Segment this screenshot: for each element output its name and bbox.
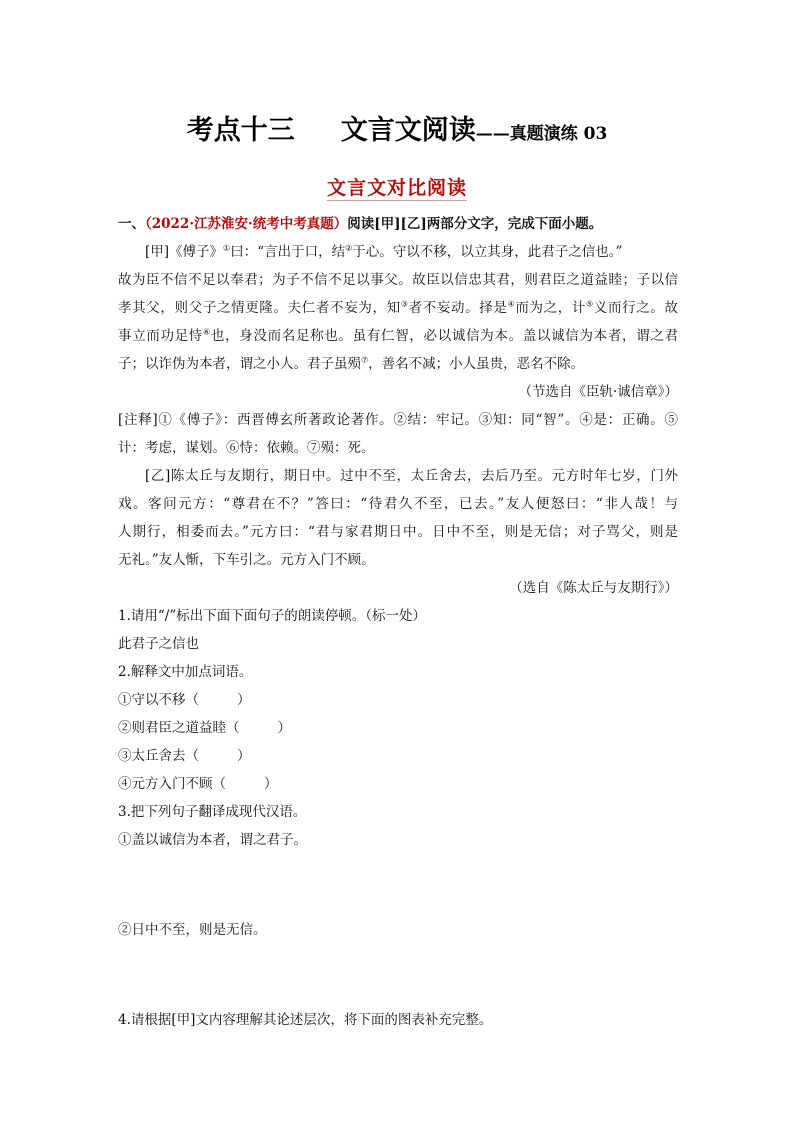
question-prefix: 一、	[118, 216, 145, 232]
notes-line-2: 计：考虑，谋划。⑥恃：依赖。⑦殒：死。	[118, 440, 375, 456]
passage-b-source: （选自《陈太丘与友期行》）	[509, 580, 678, 596]
passage-a-line-3: 孝其父，则父子之情更隆。夫仁者不妄为，知③者不妄动。择是④而为之，计⑤义而行之。故	[118, 299, 678, 316]
title-topic: 文言文阅读	[340, 115, 476, 146]
question-3-item-1: ①盖以诚信为本者，谓之君子。	[118, 832, 307, 848]
question-2-item-1: ①守以不移（ ）	[118, 692, 251, 708]
question-2-item-2: ②则君臣之道益睦（ ）	[118, 720, 291, 736]
passage-b-line-1: [乙]陈太丘与友期行，期日中。过中不至，太丘舍去，去后乃至。元方时年七岁，门外	[145, 468, 678, 484]
title-main: 考点十三	[186, 115, 295, 146]
note-marker-7: ⑦	[361, 355, 369, 365]
passage-b-line-3: 人期行，相委而去。”元方曰：“君与家君期日中。日中不至，则是无信；对子骂父，则是	[118, 524, 678, 540]
passage-a-line-5: 子；以诈伪为本者，谓之小人。君子虽殒⑦，善名不减；小人虽贵，恶名不除。	[118, 355, 585, 372]
passage-a-source: （节选自《臣轨·诚信章》）	[518, 384, 678, 400]
question-3-label: 3.把下列句子翻译成现代汉语。	[118, 804, 307, 820]
question-instruction: 阅读[甲][乙]两部分文字，完成下面小题。	[347, 216, 603, 232]
note-marker-2: ②	[345, 243, 353, 253]
question-3-item-2: ②日中不至，则是无信。	[118, 922, 267, 938]
note-marker-4: ④	[507, 299, 516, 309]
section-label: 文言文对比阅读	[326, 177, 467, 199]
notes-line-1: [注释]①《傅子》：西晋傅玄所著政论著作。②结：牢记。③知：同“智”。④是：正确。⑤	[118, 412, 678, 428]
passage-a-line-2: 故为臣不信不足以奉君；为子不信不足以事父。故臣以信忠其君，则君臣之道益睦；子以信	[118, 272, 678, 288]
page-title	[0, 108, 794, 147]
answer-space-3-2[interactable]	[118, 944, 678, 1006]
question-source: （2022·江苏淮安·统考中考真题）	[145, 216, 348, 232]
passage-a-line-1: [甲]《傅子》①曰：“言出于口，结②于心。守以不移，以立其身，此君子之信也。”	[145, 243, 623, 260]
note-marker-1: ①	[223, 243, 231, 253]
note-marker-5: ⑤	[586, 299, 594, 309]
question-1-label: 1.请用“/”标出下面下面句子的朗读停顿。（标一处）	[118, 608, 426, 624]
title-sub: ——真题演练 03	[475, 124, 608, 144]
question-2-label: 2.解释文中加点词语。	[118, 664, 253, 680]
note-marker-6: ⑥	[203, 327, 211, 337]
note-marker-3: ③	[400, 299, 409, 309]
question-2-item-3: ③太丘舍去（ ）	[118, 748, 251, 764]
answer-space-3-1[interactable]	[118, 854, 678, 916]
question-1-sentence[interactable]: 此君子之信也	[118, 636, 199, 652]
question-4-label: 4.请根据[甲]文内容理解其论述层次，将下面的图表补充完整。	[118, 1012, 493, 1028]
passage-a-line-4: 事立而功足恃⑥也，身没而名足称也。虽有仁智，必以诚信为本。盖以诚信为本者，谓之君	[118, 327, 678, 344]
content-body	[118, 210, 678, 1034]
question-header	[118, 210, 678, 238]
question-2-item-4: ④元方入门不顾（ ）	[118, 776, 278, 792]
passage-b-line-4: 无礼。”友人惭，下车引之。元方入门不顾。	[118, 552, 375, 568]
passage-b-line-2: 戏。客问元方：“尊君在不？”答曰：“待君久不至，已去。”友人便怒曰：“非人哉！与	[118, 496, 678, 512]
